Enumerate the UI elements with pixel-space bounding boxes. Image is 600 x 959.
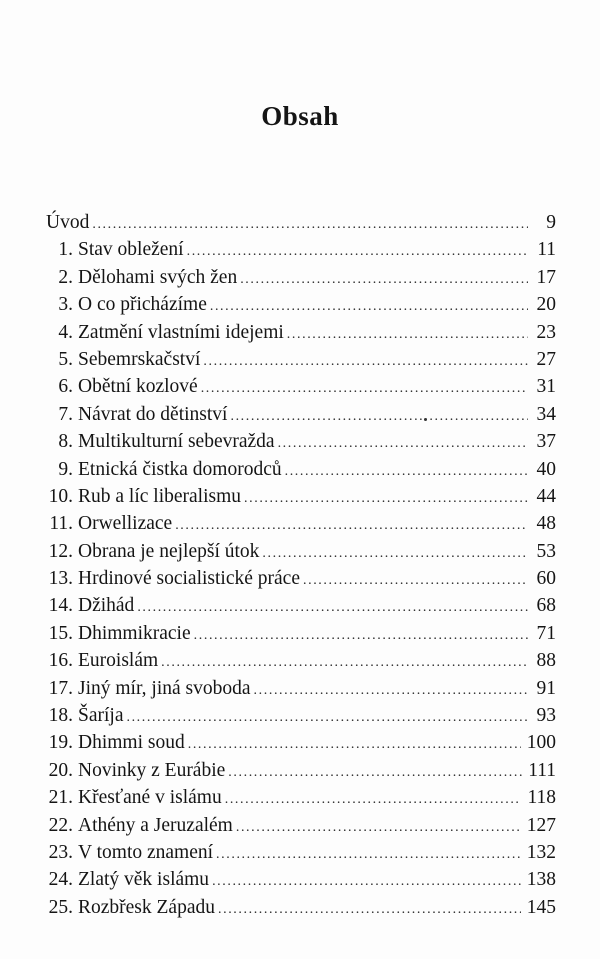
table-of-contents: [46, 209, 556, 921]
toc-entry-number: 21.: [48, 787, 73, 809]
toc-entry-number: 24.: [48, 869, 73, 891]
toc-leader-dots: [254, 677, 528, 704]
toc-entry-number: 15.: [48, 622, 73, 644]
toc-leader-dots: [278, 430, 528, 457]
toc-entry-title: Rozbřesk Západu: [78, 896, 215, 918]
toc-leader-dots: [137, 594, 528, 621]
toc-entry-title: Etnická čistka domorodců: [78, 458, 282, 480]
toc-entry-title: Džihád: [78, 595, 135, 617]
toc-leader-dots: [244, 485, 528, 512]
toc-entry-title: O co přicházíme: [78, 294, 207, 316]
toc-entry-page: 17: [536, 266, 556, 288]
toc-entry: [46, 510, 556, 537]
toc-entry-title: Křesťané v islámu: [78, 787, 222, 809]
toc-entry-page: 34: [536, 403, 556, 425]
toc-entry: [46, 839, 556, 866]
toc-entry-title: Dhimmikracie: [78, 622, 191, 644]
toc-leader-dots: [262, 540, 528, 567]
toc-entry: [46, 866, 556, 893]
toc-leader-dots: [203, 348, 528, 375]
toc-entry: [46, 812, 556, 839]
toc-entry: [46, 401, 556, 428]
toc-entry-number: 3.: [58, 294, 73, 316]
toc-entry-page: 145: [526, 896, 556, 918]
toc-entry-page: 9: [546, 212, 556, 233]
toc-entry: [46, 620, 556, 647]
toc-entry-page: 44: [536, 485, 556, 507]
toc-entry-page: 37: [536, 431, 556, 453]
toc-leader-dots: [161, 649, 528, 676]
scan-speck: [424, 418, 427, 421]
toc-leader-dots: [92, 211, 528, 238]
toc-entry-title: Zatmění vlastními idejemi: [78, 321, 284, 343]
toc-entry-page: 100: [526, 732, 556, 754]
toc-entry: [46, 264, 556, 291]
toc-entry-number: 5.: [58, 348, 73, 370]
toc-entry-title: Zlatý věk islámu: [78, 869, 210, 891]
toc-leader-dots: [240, 266, 528, 293]
toc-entry-title: Obětní kozlové: [78, 376, 198, 398]
toc-entry-number: 14.: [48, 595, 73, 617]
toc-entry-number: 17.: [48, 677, 73, 699]
toc-entry-title: Rub a líc liberalismu: [78, 485, 242, 507]
toc-entry-title: Dhimmi soud: [78, 732, 185, 754]
toc-entry-page: 68: [536, 595, 556, 617]
toc-entry: [46, 236, 556, 263]
toc-entry: [46, 483, 556, 510]
toc-entry-page: 91: [536, 677, 556, 699]
toc-entry-number: 11.: [49, 513, 73, 535]
toc-entry-number: 13.: [48, 568, 73, 590]
toc-entry-title: V tomto znamení: [78, 841, 214, 863]
toc-entry: [46, 894, 556, 921]
toc-entry-page: 127: [526, 814, 556, 836]
toc-leader-dots: [210, 293, 528, 320]
toc-entry-title: Hrdinové socialistické práce: [78, 568, 300, 590]
toc-entry-page: 48: [536, 513, 556, 535]
toc-entry-page: 111: [528, 759, 556, 781]
toc-entry-title: Novinky z Eurábie: [78, 759, 226, 781]
toc-leader-dots: [216, 841, 521, 868]
toc-entry-page: 132: [526, 841, 556, 863]
toc-leader-dots: [175, 512, 528, 539]
toc-entry-page: 20: [536, 294, 556, 316]
toc-leader-dots: [236, 814, 521, 841]
toc-entry: [46, 291, 556, 318]
toc-entry-page: 53: [536, 540, 556, 562]
toc-entry-title: Multikulturní sebevražda: [78, 431, 275, 453]
toc-entry-title: Úvod: [46, 212, 90, 233]
toc-leader-dots: [285, 458, 528, 485]
toc-entry: [46, 784, 556, 811]
toc-entry-title: Obrana je nejlepší útok: [78, 540, 260, 562]
toc-entry-page: 71: [536, 622, 556, 644]
toc-entry-number: 23.: [48, 841, 73, 863]
toc-entry: [46, 592, 556, 619]
toc-leader-dots: [201, 375, 528, 402]
toc-entry: [46, 565, 556, 592]
toc-entry: [46, 647, 556, 674]
toc-entry-title: Jiný mír, jiná svoboda: [78, 677, 251, 699]
toc-entry-number: 2.: [58, 266, 73, 288]
toc-leader-dots: [187, 238, 528, 265]
toc-leader-dots: [188, 731, 521, 758]
toc-entry-number: 4.: [58, 321, 73, 343]
toc-entry-number: 16.: [48, 650, 73, 672]
toc-entry-title: Návrat do dětinství: [78, 403, 228, 425]
toc-entry-title: Šaríja: [78, 705, 124, 727]
toc-entry: [46, 729, 556, 756]
toc-entry-number: 9.: [58, 458, 73, 480]
toc-entry-page: 11: [537, 239, 556, 261]
toc-entry-number: 25.: [48, 896, 73, 918]
toc-entry-page: 60: [536, 568, 556, 590]
toc-leader-dots: [228, 759, 522, 786]
toc-entry-page: 40: [536, 458, 556, 480]
toc-entry-number: 18.: [48, 705, 73, 727]
toc-entry-title: Dělohami svých žen: [78, 266, 238, 288]
toc-entry-page: 118: [527, 787, 556, 809]
toc-entry-title: Sebemrskačství: [78, 348, 201, 370]
toc-entry-number: 20.: [48, 759, 73, 781]
toc-entry-number: 10.: [48, 485, 73, 507]
toc-entry: [46, 373, 556, 400]
toc-entry-page: 93: [536, 705, 556, 727]
toc-leader-dots: [287, 321, 528, 348]
toc-entry-page: 88: [536, 650, 556, 672]
toc-entry-number: 8.: [58, 431, 73, 453]
toc-entry: [46, 346, 556, 373]
toc-leader-dots: [225, 786, 522, 813]
toc-entry-title: Euroislám: [78, 650, 159, 672]
toc-entry-number: 1.: [58, 239, 73, 261]
toc-entry: [46, 757, 556, 784]
toc-entry: [46, 319, 556, 346]
toc-leader-dots: [230, 403, 528, 430]
toc-entry-number: 6.: [58, 376, 73, 398]
toc-entry: [46, 675, 556, 702]
toc-entry: [46, 538, 556, 565]
toc-entry-page: 138: [526, 869, 556, 891]
toc-entry-title: Athény a Jeruzalém: [78, 814, 233, 836]
toc-entry-title: Stav obležení: [78, 239, 184, 261]
toc-entry: [46, 702, 556, 729]
toc-entry-number: 12.: [48, 540, 73, 562]
toc-leader-dots: [303, 567, 528, 594]
toc-leader-dots: [126, 704, 528, 731]
toc-entry: [46, 209, 556, 236]
toc-leader-dots: [194, 622, 528, 649]
toc-entry-page: 31: [536, 376, 556, 398]
page-title: Obsah: [261, 101, 339, 131]
toc-entry: [46, 456, 556, 483]
toc-entry-number: 22.: [48, 814, 73, 836]
toc-entry-number: 7.: [58, 403, 73, 425]
toc-entry: [46, 428, 556, 455]
toc-entry-title: Orwellizace: [78, 513, 173, 535]
toc-entry-page: 23: [536, 321, 556, 343]
toc-entry-number: 19.: [48, 732, 73, 754]
toc-entry-page: 27: [536, 348, 556, 370]
toc-leader-dots: [218, 896, 521, 923]
toc-leader-dots: [212, 868, 521, 895]
